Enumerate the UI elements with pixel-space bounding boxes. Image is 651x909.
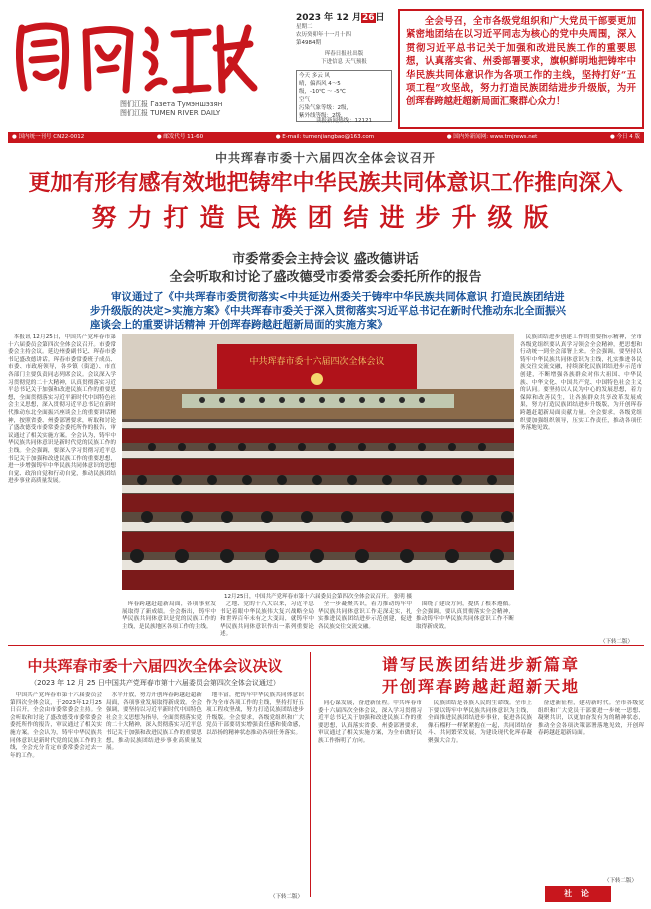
- weather-title: 今天 多云 风: [299, 73, 330, 79]
- conference-photo: [122, 334, 514, 590]
- subheadline: 市委常委会主持会议 盛改德讲话: [232, 252, 419, 267]
- resolution-column: 地丰富，把铸牢中华民族共同体意识作为全市各项工作的主线，坚持打好五项工程攻坚战，努力打造民族团结进步升级版。全会要求，各级党组织和广大党员干部要切实增强责任感和使命感，以昂扬的精神状态推动各项任务落实。: [206, 692, 304, 736]
- article-column-right: 民族团结进步创建工作的重要指示精神，全市各级党组织要认真学习领会全会精神，把思想和行动统一到全会部署上来。全会强调，要坚持以铸牢中华民族共同体意识为主线，扎实推进各民族交往交流交融，持续深化民族团结进步示范市创建，不断增强各族群众对伟大祖国、中华民族、中华文化、中国共产党、中国特色社会主义的认同。要坚持以人民为中心的发展思想，着力保障和改善民生，让各族群众共享改革发展成果，努力打造民族团结进步升级版，为开创珲春跨越赶超新局面贡献力量。全会要求，各级党组织要加强组织领导，压实工作责任，推动各项任务落地见效。: [520, 334, 642, 432]
- weather-line: 级，-10℃ ～ -5℃: [299, 89, 346, 95]
- column-divider: [310, 652, 311, 897]
- lunar-date: 农历癸卯年十一月十四: [296, 32, 352, 38]
- info-bar: [8, 132, 644, 143]
- date-box: [296, 10, 392, 66]
- info-item[interactable]: ● 国内外新闻网: www.tmjrews.net: [446, 134, 538, 140]
- info-item: ● 邮发代号 11-60: [156, 134, 204, 140]
- info-item: ● 今日 4 版: [609, 134, 640, 140]
- resolution-title: 中共珲春市委十六届四次全体会议决议: [27, 657, 283, 675]
- publisher: 珲春日报社出版: [324, 51, 364, 57]
- article-column: 之地、党的十八大以来，习近平总书记着眼中华民族伟大复兴战略全局和世界百年未有之大变局，就铸牢中华民族共同体意识作出一系列重要论述。: [220, 601, 314, 638]
- info-item[interactable]: ● E-mail: tumenjiangbao@163.com: [275, 134, 375, 140]
- weekday: 星期二: [296, 24, 313, 30]
- banner-box: 全会号召，全市各级党组织和广大党员干部要更加紧密地团结在以习近平同志为核心的党中央周围，深入贯彻习近平总书记关于加强和改进民族工作的重要思想，认真落实省、州委部署要求，旗帜鲜明地把铸牢中华民族共同体意识作为各项工作的主线，坚持打好“五项工程”攻坚战，努力打造民族团结进步升级版，为开创珲春跨越赶超新局面汇聚群心众力！: [398, 9, 644, 129]
- editorial-column: 奋进新征程，建功新时代。全市各级党组织和广大党员干部要进一步统一思想、凝聚共识，以更加奋发有为的精神状态，推动全会各项决策部署落地见效，开创珲春跨越赶超新局面。: [538, 700, 644, 737]
- article-column: 围绕了建设方向，提供了根本遵循。全会强调，要认真贯彻落实全会精神，推动铸牢中华民族共同体意识工作不断取得新成效。: [416, 601, 514, 630]
- issue-number: 第4984期: [296, 40, 321, 46]
- continued-label: （下转二版）: [270, 894, 304, 900]
- masthead-tagline: [120, 100, 222, 118]
- info-item: ● 国内统一刊号 CN22-0012: [12, 134, 85, 140]
- tagline-line: 图们江报 Газета Тумэншэзян: [120, 100, 223, 108]
- editorial-title: 谱写民族团结进步新篇章: [381, 655, 580, 674]
- article-column: 珲春跨越赶超新局面，各项事业发展取得了新成绩。全会指出，铸牢中华民族共同体意识是党的民族工作的主线，是民族地区各项工作的主线。: [122, 601, 216, 630]
- continued-label: （下转二版）: [600, 639, 634, 645]
- kicker-headline: 中共珲春市委十六届四次全体会议召开: [214, 151, 436, 165]
- editorial-column: 民族团结是各族人民的生命线。全市上下要以铸牢中华民族共同体意识为主线，全面推进民族团结进步事业，促进各民族像石榴籽一样紧紧抱在一起，共同团结奋斗、共同繁荣发展，为建设现代化珲春凝聚强大合力。: [428, 700, 532, 744]
- weather-line: 晴，偏西风 4～5: [299, 81, 341, 87]
- main-headline-2: 努力打造民族团结进步升级版: [91, 203, 560, 232]
- photo-banner-text: 中共珲春市委十六届四次全体会议: [249, 357, 385, 367]
- resolution-column: 中国共产党珲春市第十六届委员会第四次全体会议，于2023年12月25日召开。全会由市委常委会主持。全会听取和讨论了盛改德受市委常委会委托所作的报告，审议通过了相关实施方案。全会认为，铸牢中华民族共同体意识是新时代党的民族工作的主线，全会充分肯定市委常委会过去一年的工作。: [10, 692, 102, 759]
- weather-box: [296, 68, 392, 122]
- continued-label: （下转二版）: [604, 878, 638, 884]
- section-divider: [8, 645, 644, 646]
- weather-label: 下进信息 天气预报: [321, 59, 367, 65]
- subheadline-2: 全会听取和讨论了盛改德受市委常委会委托所作的报告: [169, 270, 482, 285]
- lead-paragraph: 审议通过了《中共珲春市委贯彻落实<中共延边州委关于铸牢中华民族共同体意识 打造民族团结进步升级版的决定>实施方案》《中共珲春市委关于深入贯彻落实习近平总书记在新时代推动东北全面振兴座谈会上的重要讲话精神 开创珲春跨越赶超新局面的实施方案》: [90, 291, 567, 331]
- article-column-left: 本报讯 12月25日，中国共产党珲春市第十六届委员会第四次全体会议召开。市委常委会主持会议。延边州委副书记、珲春市委书记盛改德讲话。珲春市委常委班子成员、市委、市政府领导，各乡镇（街道）、市直各部门主要负责同志列席会议。会议深入学习贯彻党的二十大精神，认真贯彻落实习近平总书记关于加强和改进民族工作的重要思想，全面贯彻落实习近平新时代中国特色社会主义思想，深入贯彻习近平总书记在新时代推动东北全面振兴座谈会上的重要讲话精神，按照省委、州委部署要求，听取和讨论了盛改德受市委常委会委托所作的报告，审议通过了相关实施方案。全会认为，铸牢中华民族共同体意识是新时代党的民族工作的主线。全会强调，要深入学习贯彻习近平总书记关于加强和改进民族工作的重要思想，进一步增强铸牢中华民族共同体意识的思想自觉、政治自觉和行动自觉，推动民族团结进步事业高质量发展。: [8, 334, 116, 485]
- article-column: 全一步凝聚共识，着力推动铸牢中华民族共同体意识工作走深走实，扎实推进民族团结进步示范创建，促进各民族交往交流交融。: [318, 601, 412, 630]
- weather-line: 紫外线等级：2级，: [299, 113, 347, 119]
- masthead-logo: [8, 8, 258, 100]
- editorial-title-2: 开创珲春跨越赶超新天地: [381, 677, 580, 696]
- photo-caption: 12月25日，中国共产党珲春市第十六届委员会第四次全体会议召开。 张明 摄: [224, 594, 412, 600]
- editorial-badge: 社 论: [545, 886, 611, 902]
- resolution-column: 水平开放，努力开创珲春跨越赶超新局面，各项事业发展取得新成效。全会强调，要坚持以习近平新时代中国特色社会主义思想为指导，全面贯彻落实党的二十大精神，深入贯彻落实习近平总书记关于加强和改进民族工作的重要思想，推动民族团结进步事业高质量发展。: [106, 692, 202, 752]
- main-headline: 更加有形有感有效地把铸牢中华民族共同体意识工作推向深入: [28, 171, 623, 196]
- tagline-line: 图们江报 TUMEN RIVER DAILY: [120, 109, 221, 117]
- weather-line: 污染气象等级：2级，: [299, 105, 352, 111]
- hotline: 读报新闻热线：12121: [316, 118, 372, 124]
- editorial-column: 同心谋发展，奋进新征程。中共珲春市委十六届四次全体会议，深入学习贯彻习近平总书记关于加强和改进民族工作的重要思想，认真落实省委、州委部署要求，审议通过了相关实施方案，为全市做好民族工作指明了方向。: [318, 700, 422, 744]
- resolution-date: （2023 年 12 月 25 日中国共产党珲春市第十六届委员会第四次全体会议通过）: [30, 679, 280, 687]
- weather-line: 空气: [299, 97, 311, 103]
- date-line: 2023 年 12 月26日: [296, 13, 385, 23]
